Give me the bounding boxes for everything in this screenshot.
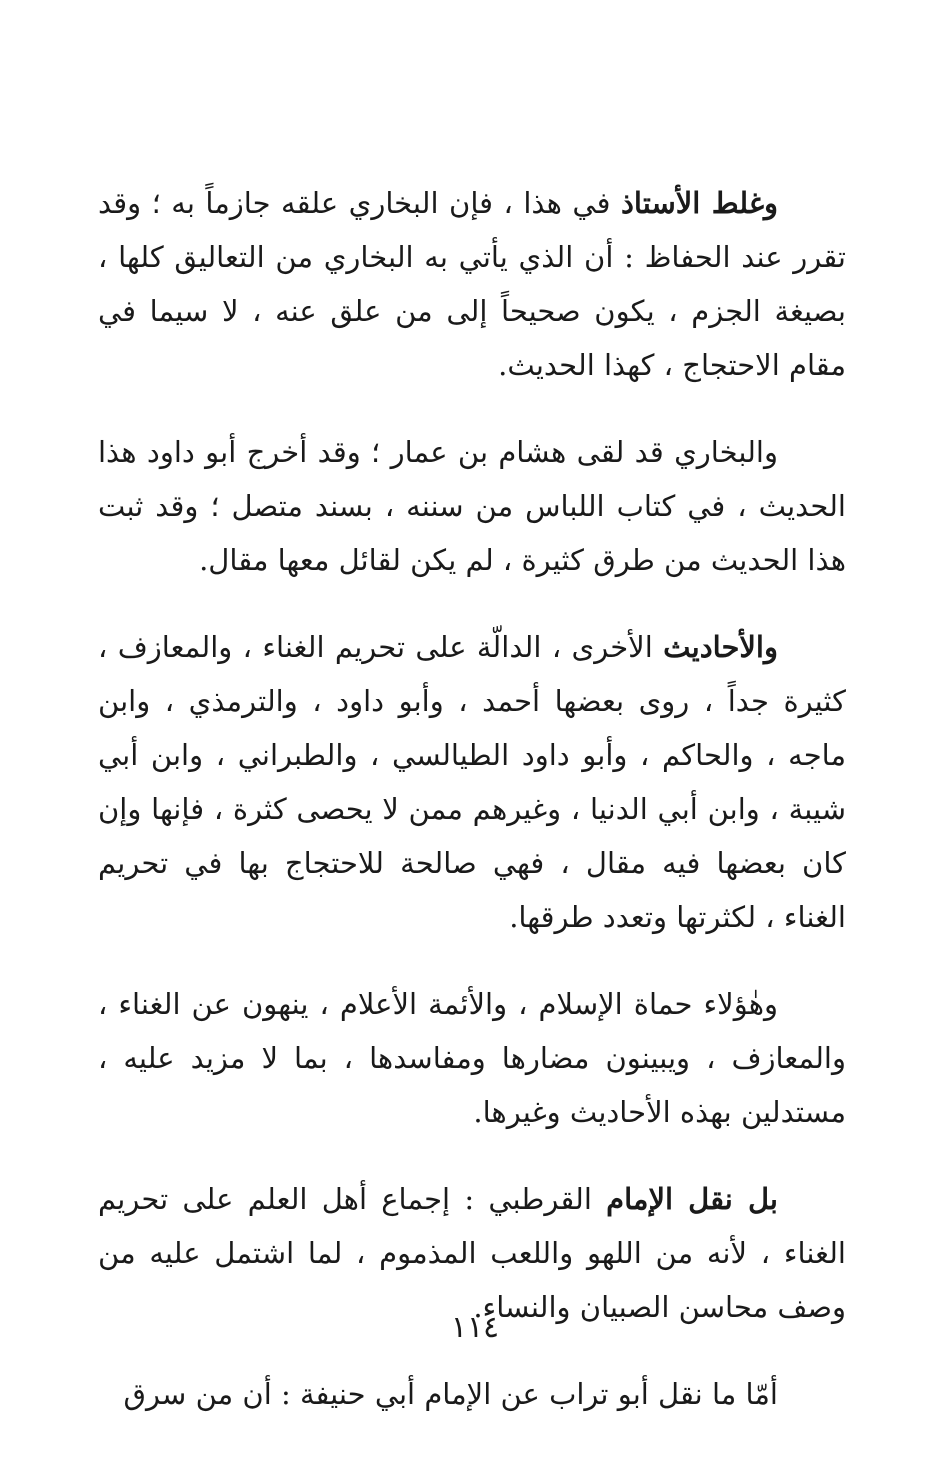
page-body xyxy=(98,176,846,1454)
paragraph-5-lead: بل نقل الإمام xyxy=(606,1182,779,1216)
paragraph-4-text: وهٰؤلاء حماة الإسلام ، والأئمة الأعلام ، ينهون عن الغناء ، والمعازف ، ويبينون مضارها ومفاسدها ، بما لا مزيد عليه ، مستدلين بهذه الأحاديث وغيرها. xyxy=(98,987,846,1129)
paragraph-3-lead: والأحاديث xyxy=(663,630,778,664)
paragraph-1-lead: وغلط الأستاذ xyxy=(620,186,778,220)
paragraph-3-text: الأخرى ، الدالّة على تحريم الغناء ، والمعازف ، كثيرة جداً ، روى بعضها أحمد ، وأبو داود ، والترمذي ، وابن ماجه ، والحاكم ، وأبو داود الطيالسي ، والطبراني ، وابن أبي شيبة ، وابن أبي الدنيا ، وغيرهم ممن لا يحصى كثرة ، فإنها وإن كان بعضها فيه مقال ، فهي صالحة للاحتجاج بها في تحريم الغناء ، لكثرتها وتعدد طرقها. xyxy=(98,630,846,934)
page-number: ١١٤ xyxy=(450,1310,500,1345)
paragraph-3 xyxy=(98,620,846,944)
paragraph-1 xyxy=(98,176,846,392)
paragraph-6-text: أمّا ما نقل أبو تراب عن الإمام أبي حنيفة : أن من سرق xyxy=(123,1377,778,1411)
paragraph-5-text: القرطبي : إجماع أهل العلم على تحريم الغناء ، لأنه من اللهو واللعب المذموم ، لما اشتمل عليه من وصف محاسن الصبيان والنساء. xyxy=(98,1182,846,1324)
paragraph-4 xyxy=(98,977,846,1139)
paragraph-6 xyxy=(98,1367,846,1421)
paragraph-2 xyxy=(98,425,846,587)
paragraph-1-text: في هذا ، فإن البخاري علقه جازماً به ؛ وقد تقرر عند الحفاظ : أن الذي يأتي به البخاري من التعاليق كلها ، بصيغة الجزم ، يكون صحيحاً إلى من علق عنه ، لا سيما في مقام الاحتجاج ، كهذا الحديث. xyxy=(98,186,846,382)
paragraph-2-text: والبخاري قد لقى هشام بن عمار ؛ وقد أخرج أبو داود هذا الحديث ، في كتاب اللباس من سننه ، بسند متصل ؛ وقد ثبت هذا الحديث من طرق كثيرة ، لم يكن لقائل معها مقال. xyxy=(98,435,846,577)
